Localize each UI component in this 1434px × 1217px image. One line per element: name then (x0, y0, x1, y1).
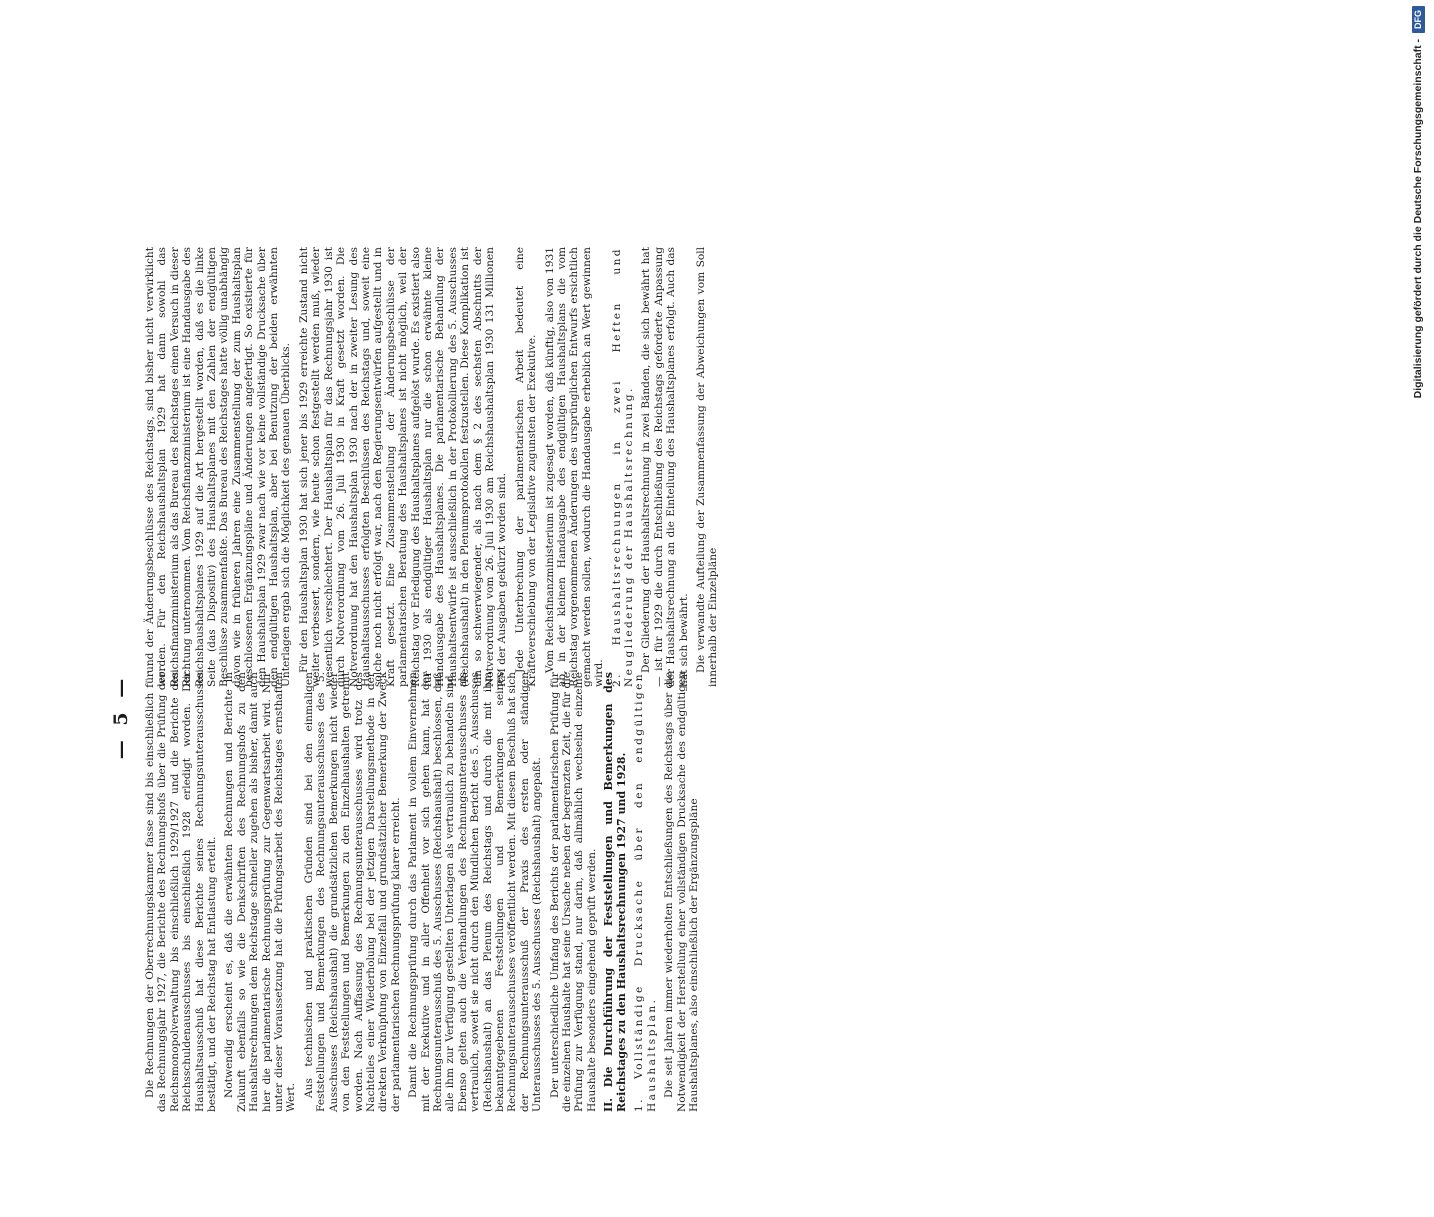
paragraph: Der unterschiedliche Umfang des Berichts der parlamentarischen Prüfung für die einzelnen Haushalte hat seine Ursache neben der begrenzten Zeit, die für die Prüfung zur Verfügung stand, nur darin, daß allmählich wechselnd einzelne Haushalte besonders eingehend geprüft werden. (548, 672, 598, 1112)
paragraph: Der Gliederung der Haushaltsrechnung in zwei Bänden, die sich bewährt hat — ist für 1929 die durch Entschließung des Reichstags geforderte Anpassung der Haushaltsrechnung an die Einteilung des Haushaltsplanes erfolgt. Auch das hat sich bewährt. (640, 247, 690, 687)
left-text-column (144, 672, 701, 1112)
paragraph: und der Änderungsbeschlüsse des Reichstags, sind bisher nicht verwirklicht worden. Für den Reichshaushaltsplan 1929 hat dann sowohl das Reichsfinanzministerium als das Bureau des Reichstages einen Versuch in dieser Richtung unternommen. Vom Reichsfinanzministerium ist eine Handausgabe des Reichshaushaltsplanes 1929 auf die Art hergestellt worden, daß es die linke Seite (das Dispositiv) des Haushaltsplanes mit den Zahlen der endgültigen Beschlüsse zusammenfaßte. Das Bureau des Reichstages hatte völlig unabhängig davon wie in früheren Jahren eine Zusammenstellung der zum Haushaltsplan beschlossenen Ergänzungspläne und Änderungen angefertigt. So existierte für den Haushaltsplan 1929 zwar nach wie vor keine vollständige Drucksache über den endgültigen Haushaltsplan, aber bei Benutzung der beiden erwähnten Unterlagen ergab sich die Möglichkeit des genauen Überblicks. (144, 247, 293, 687)
paragraph: Jede Unterbrechung der parlamentarischen Arbeit bedeutet eine Kräfteverschiebung von der Legislative zugunsten der Exekutive. (513, 247, 539, 687)
paragraph: Die Rechnungen der Oberrechnungskammer fasse sind bis einschließlich für das Rechnungsjahr 1927, die Berichte des Rechnungshofs über die Prüfung der Reichsmonopolverwaltung bis einschließlich 1929/1927 und die Berichte des Reichsschuldenausschusses bis einschließlich 1928 erledigt worden. Der Haushaltsausschuß hat diese Berichte seines Rechnungsunterausschusses bestätigt, und der Reichstag hat Entlastung erteilt. (144, 672, 219, 1112)
paragraph: Die seit Jahren immer wiederholten Entschließungen des Reichstags über die Notwendigkeit der Herstellung einer vollständigen Drucksache des endgültigen Haushaltsplanes, also einschließlich der Ergänzungspläne (663, 672, 701, 1112)
paragraph: Aus technischen und praktischen Gründen sind bei den einmaligen Feststellungen und Bemerkungen des Rechnungsunterausschusses des 5. Ausschusses (Reichshaushalt) die grundsätzlichen Bemerkungen nicht wieder von den Feststellungen und Bemerkungen zu den Einzelhaushalten getrennt worden. Nach Auffassung des Rechnungsunterausschusses wird trotz des Nachteiles einer Wiederholung bei der jetzigen Darstellungsmethode in der direkten Verknüpfung von Einzelfall und grundsätzlicher Bemerkung der Zweck der parlamentarischen Rechnungsprüfung klarer erreicht. (302, 672, 402, 1112)
paragraph: Die verwandte Aufteilung der Zusammenfassung der Abweichungen vom Soll innerhalb der Einzelpläne (695, 247, 720, 687)
rotated-document-page (108, 217, 720, 1217)
credit-text: Digitalisierung gefördert durch die Deutsche Forschungsgemeinschaft - (1412, 39, 1424, 399)
right-text-column (144, 247, 720, 687)
paragraph: Notwendig erscheint es, daß die erwähnten Rechnungen und Berichte in Zukunft ebenfalls so wie die Denkschriften des Rechnungshofs zu den Haushaltsrechnungen dem Reichstage schneller zugehen als bisher, damit auch hier die parlamentarische Rechnungsprüfung zur Gegenwartsarbeit wird. Nur unter dieser Voraussetzung hat die Prüfungsarbeit des Reichstages ernsthaften Wert. (223, 672, 298, 1112)
page-number: — 5 — (110, 674, 132, 760)
paragraph: Für den Haushaltsplan 1930 hat sich jener bis 1929 erreichte Zustand nicht weiter verbessert, sondern, wie heute schon festgestellt werden muß, wieder wesentlich verschlechtert. Der Haushaltsplan für das Rechnungsjahr 1930 ist durch Notverordnung vom 26. Juli 1930 in Kraft gesetzt worden. Die Notverordnung hat den Haushaltsplan 1930 nach der in zweiter Lesung des Haushaltsausschusses erfolgten Beschlüssen des Reichstags und, soweit eine solche noch nicht erfolgt war, nach den Regierungsentwürfen aufgestellt und in Kraft gesetzt. Eine Zusammenstellung der Änderungsbeschlüsse der parlamentarischen Beratung des Haushaltsplanes ist nicht möglich, weil der Reichstag vor Erledigung des Haushaltsplanes aufgelöst wurde. Es existiert also für 1930 als endgültiger Haushaltsplan nur die schon erwähnte kleine Handausgabe des Haushaltsplanes. Die parlamentarische Behandlung der Haushaltsentwürfe ist ausschließlich in der Protokollierung des 5. Ausschusses (Reichshaushalt) in den Plenumsprotokollen festzustellen. Diese Komplikation ist um so schwerwiegender, als nach dem § 2 des sechsten Abschnitts der Notverordnung vom 26. Juli 1930 am Reichshaushaltsplan 1930 131 Millionen RM der Ausgaben gekürzt worden sind. (297, 247, 509, 687)
paragraph: Damit die Rechnungsprüfung durch das Parlament in vollem Einvernehmen mit der Exekutive und in aller Offenheit vor sich gehen kann, hat der Rechnungsunterausschuß des 5. Ausschusses (Reichshaushalt) beschlossen, daß alle ihm zur Verfügung gestellten Unterlagen als vertraulich zu behandeln sind. Ebenso gelten auch die Verhandlungen des Rechnungsunterausschusses als vertraulich, soweit sie nicht durch den Mündlichen Bericht des 5. Ausschusses (Reichshaushalt) an das Plenum des Reichstags und durch die mit ihm bekanntgegebenen Feststellungen und Bemerkungen seines Rechnungsunterausschusses veröffentlicht werden. Mit diesem Beschluß hat sich der Rechnungsunterausschuß der Praxis des ersten oder ständigen Unterausschusses des 5. Ausschusses (Reichshaushalt) angepaßt. (407, 672, 544, 1112)
section-heading: II. Die Durchführung der Feststellungen und Bemerkungen des Reichstages zu den Haushaltsrechnungen 1927 und 1928. (602, 672, 628, 1112)
subsection-heading: 1. Vollständige Drucksache über den endgültigen Haushaltsplan. (633, 672, 658, 1112)
page-content (108, 217, 720, 1217)
digitization-credit (1405, 6, 1431, 994)
subsection-heading: 2. Haushaltsrechnungen in zwei Heften und Neugliederung der Haushaltsrechnung. (610, 247, 636, 687)
dfg-logo-badge: DFG (1412, 6, 1425, 33)
paragraph: Vom Reichsfinanzministerium ist zugesagt worden, daß künftig, also von 1931 ab, in der kleinen Handausgabe des endgültigen Haushaltsplans die vom Reichstag vorgenommenen Änderungen des ursprünglichen Entwurfs ersichtlich gemacht werden sollen, wodurch die Handausgabe erheblich an Wert gewinnen wird. (543, 247, 606, 687)
